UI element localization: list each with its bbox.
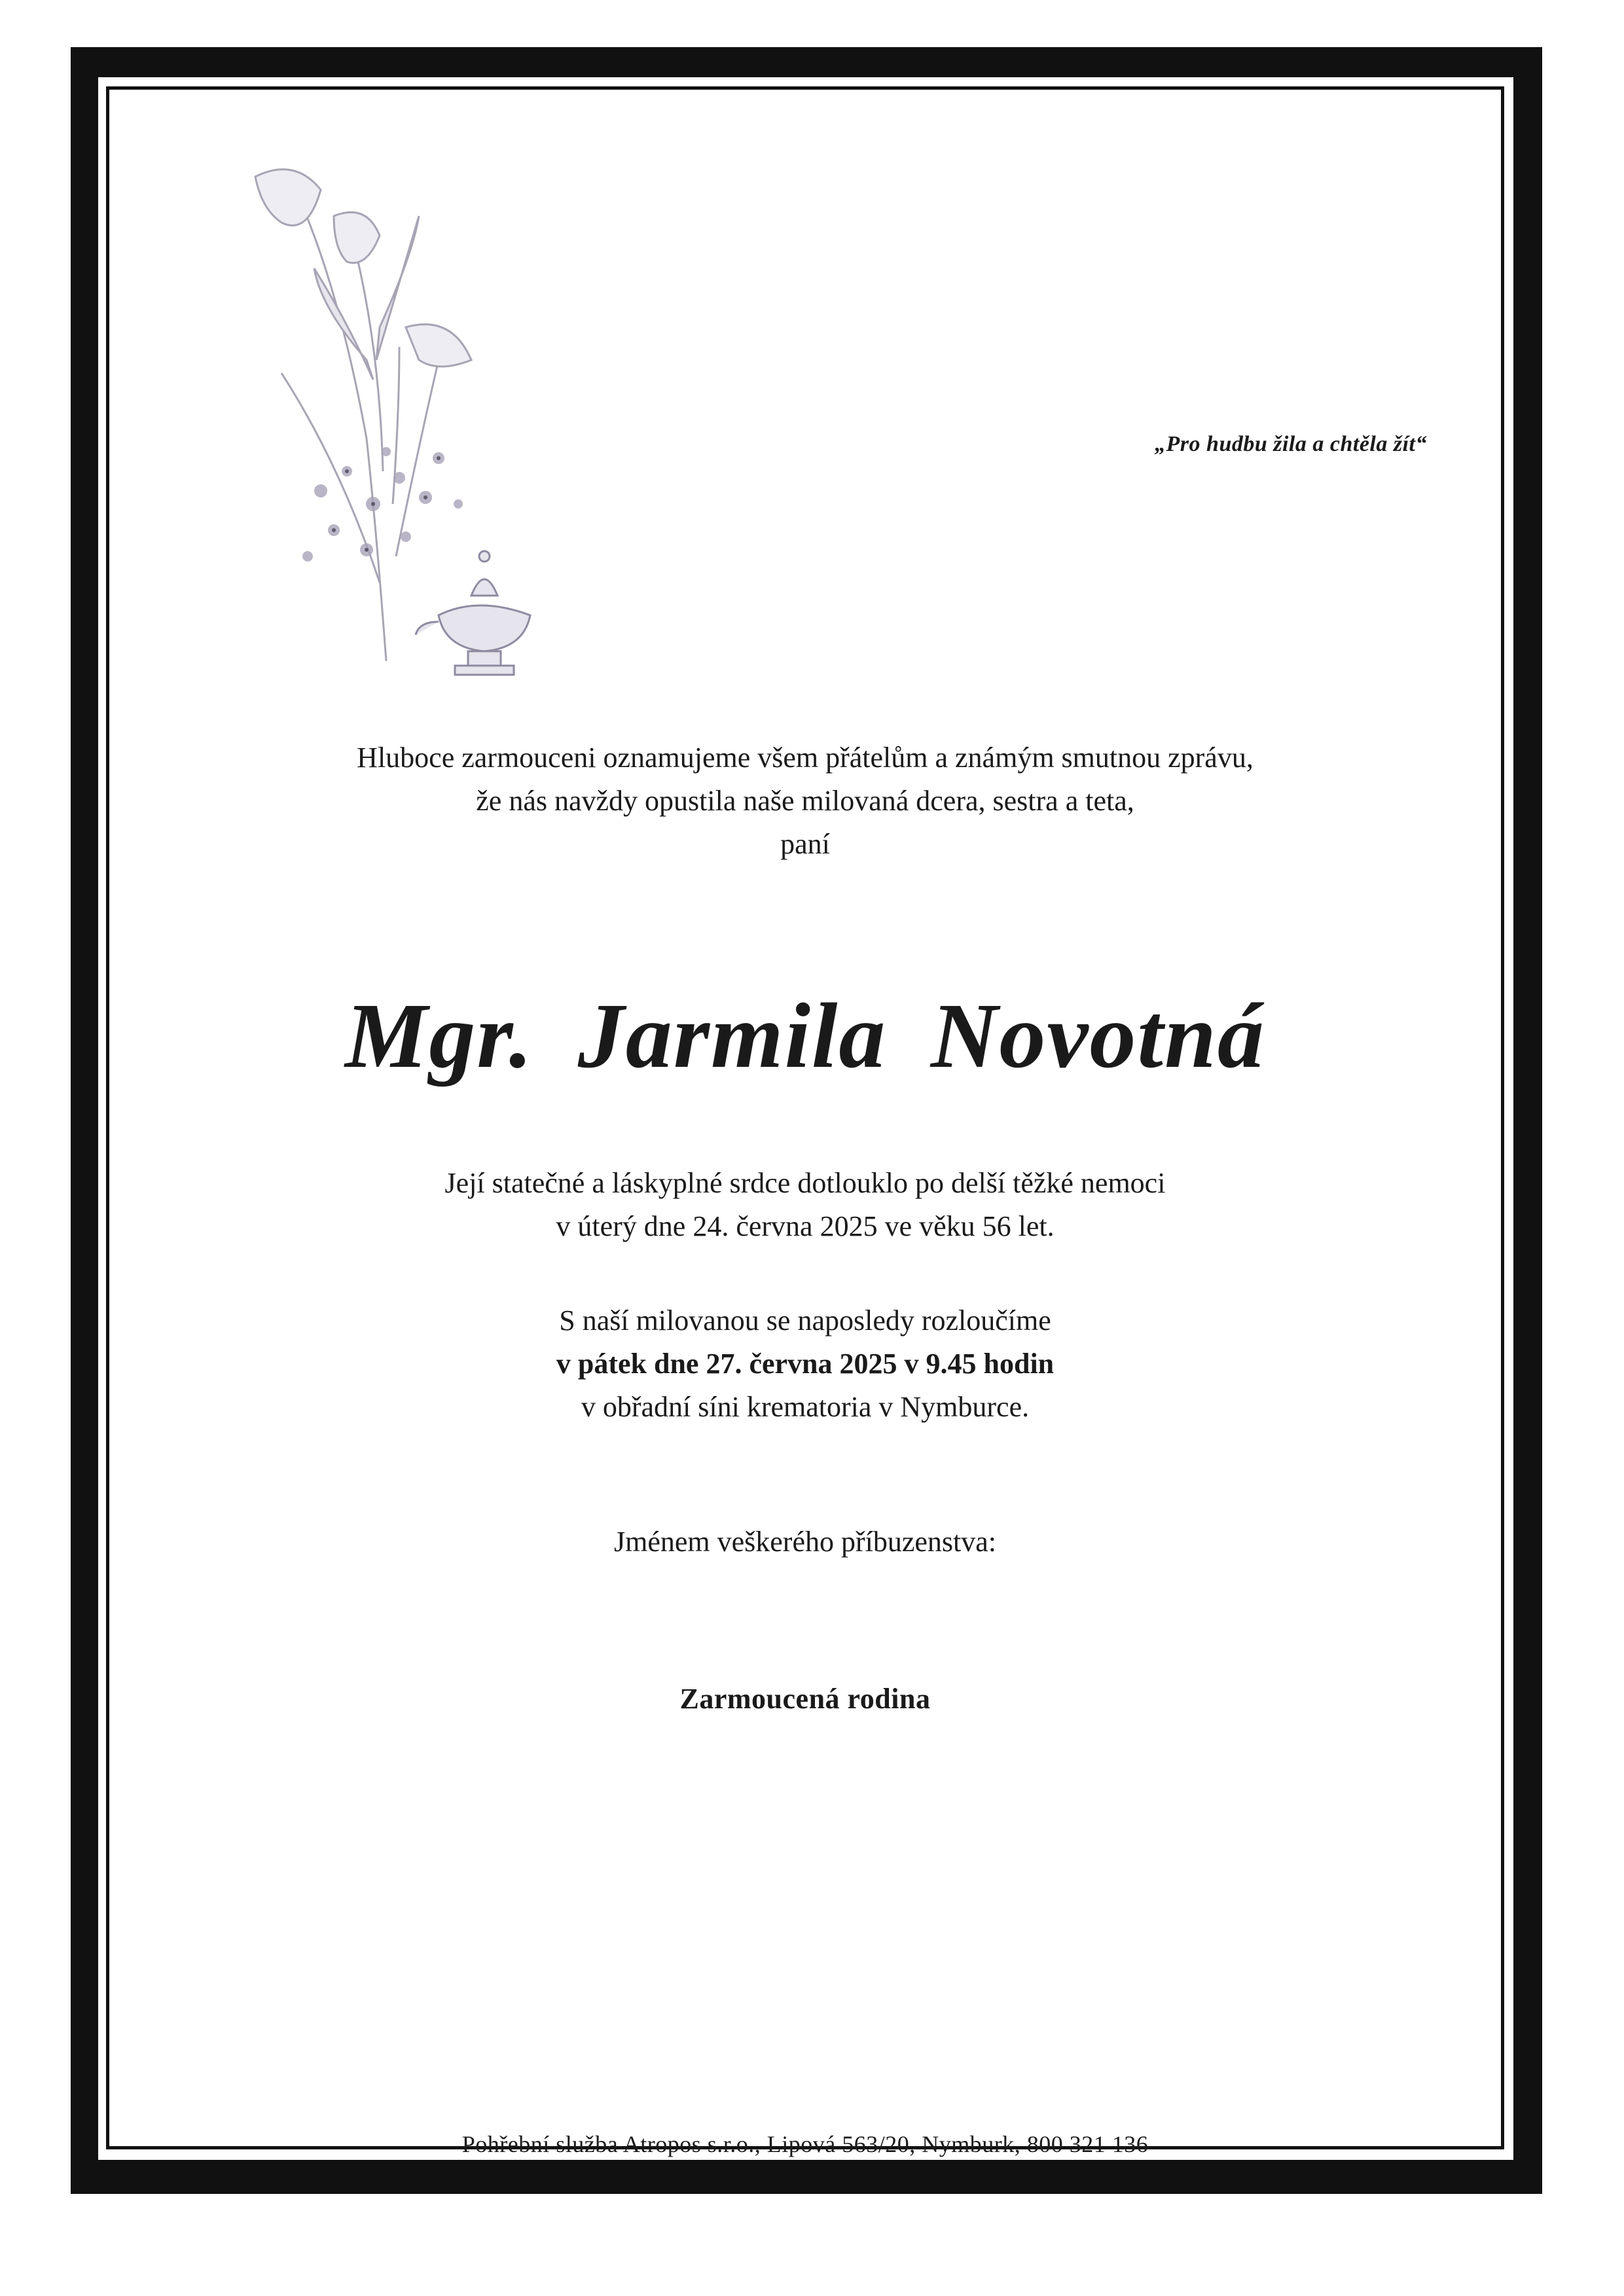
funeral-line: S naší milovanou se naposledy rozloučíme <box>559 1304 1051 1336</box>
funeral-service-footer: Pohřební služba Atropos s.r.o., Lipová 563/20, Nymburk, 800 321 136 <box>461 2131 1149 2157</box>
motto-quote: „Pro hudbu žila a chtěla žít“ <box>1155 432 1427 456</box>
funeral-details <box>105 1299 1506 1429</box>
announcement-text <box>105 736 1506 866</box>
death-notice <box>105 1162 1506 1248</box>
announcement-line: Hluboce zarmouceni oznamujeme všem přátelům a známým smutnou zprávu, <box>357 742 1254 774</box>
announcement-line: že nás navždy opustila naše milovaná dcera, sestra a teta, <box>476 785 1134 817</box>
flowers-lamp-illustration <box>242 164 583 694</box>
death-notice-line: Její statečné a láskyplné srdce dotlouklo po delší těžké nemoci <box>444 1167 1166 1199</box>
announcement-line: paní <box>780 828 830 860</box>
funeral-date-time: v pátek dne 27. června 2025 v 9.45 hodin <box>556 1348 1055 1380</box>
deceased-name: Mgr. Jarmila Novotná <box>345 984 1265 1087</box>
family-signature: Zarmoucená rodina <box>679 1683 931 1715</box>
funeral-place: v obřadní síni krematoria v Nymburce. <box>581 1391 1030 1423</box>
death-notice-line: v úterý dne 24. června 2025 ve věku 56 let. <box>556 1210 1055 1242</box>
on-behalf-text: Jménem veškerého příbuzenstva: <box>613 1526 997 1558</box>
